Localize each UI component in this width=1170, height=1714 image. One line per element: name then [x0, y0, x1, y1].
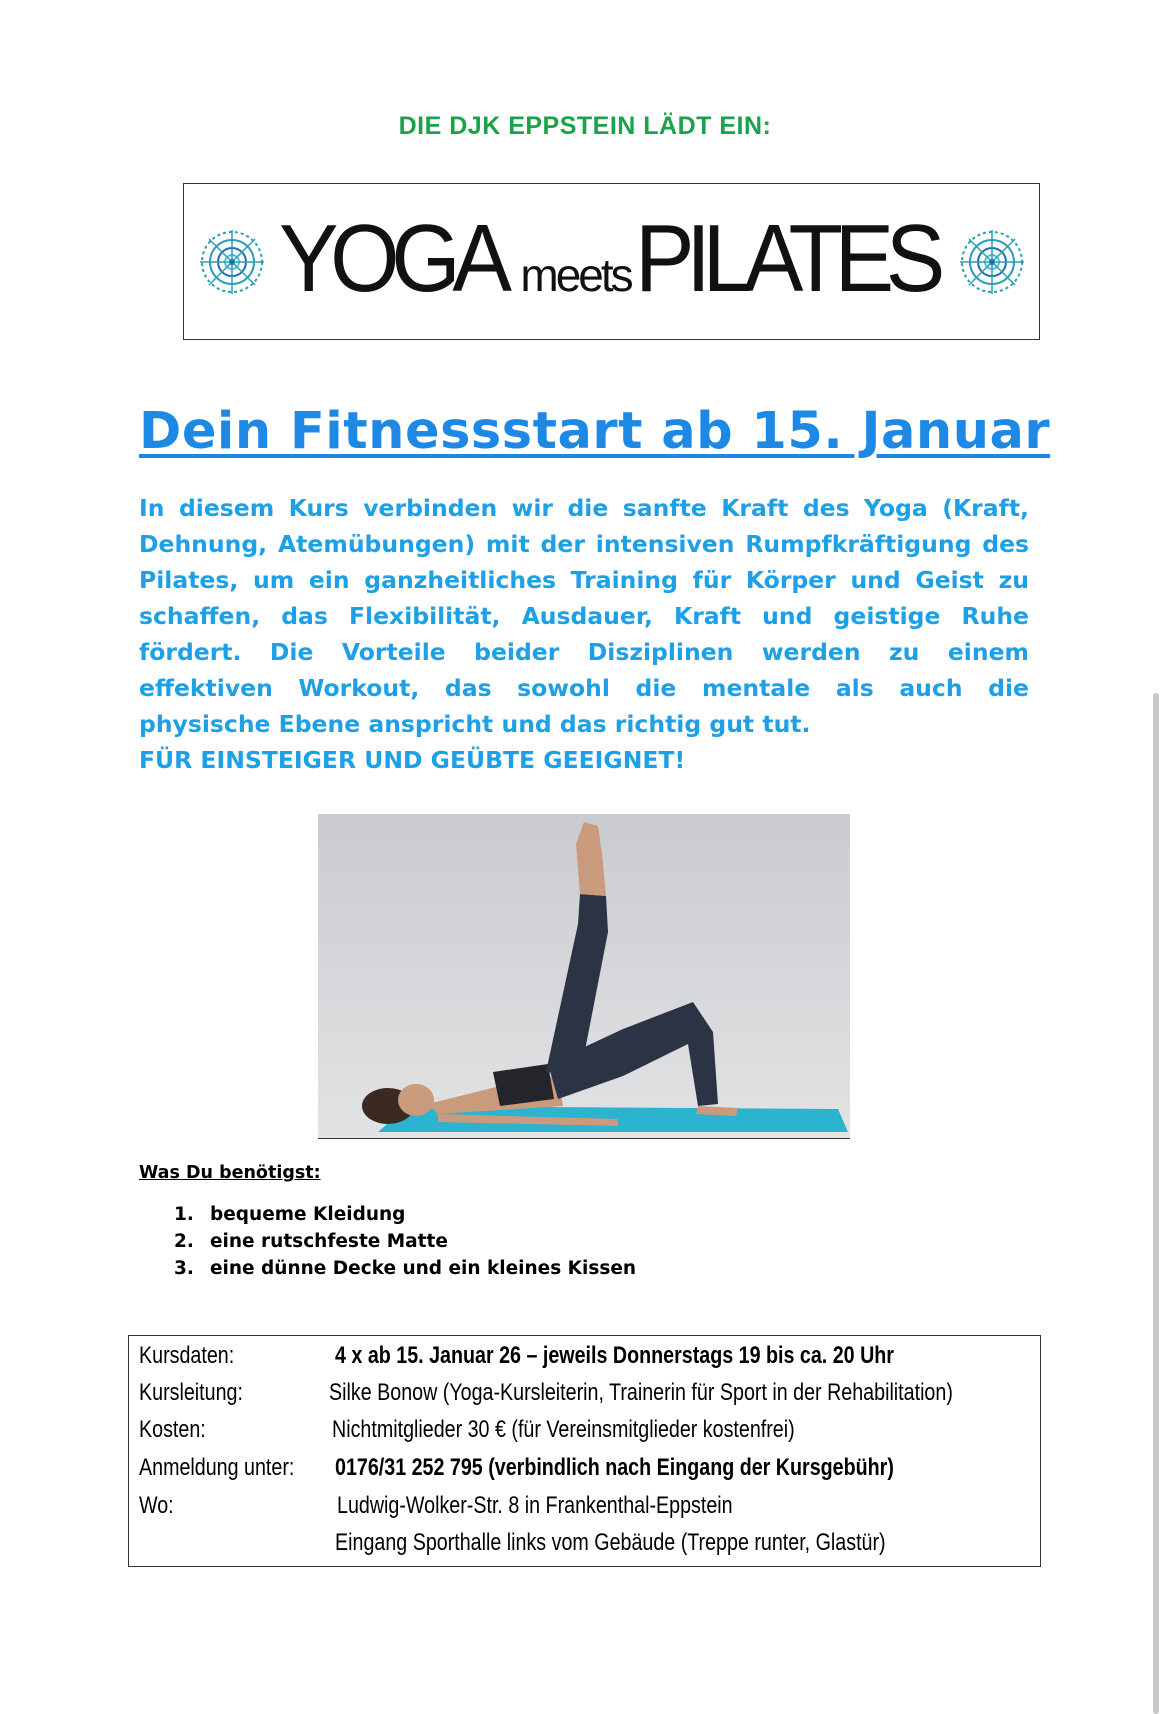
banner-word-yoga: YOGA	[279, 205, 504, 312]
banner-word-pilates: PILATES	[635, 205, 938, 312]
list-item: 1. bequeme Kleidung	[174, 1204, 406, 1225]
suitability-note: FÜR EINSTEIGER UND GEÜBTE GEEIGNET!	[139, 746, 686, 774]
intro-paragraph	[139, 490, 1029, 778]
page-headline: Dein Fitnessstart ab 15. Januar	[139, 402, 1051, 461]
banner-word-meets: meets	[520, 249, 631, 301]
needs-list	[174, 1201, 636, 1282]
list-item: 3. eine dünne Decke und ein kleines Kissen	[174, 1258, 637, 1279]
needs-title: Was Du benötigst:	[139, 1163, 321, 1183]
course-info-box: Kursdaten: 4 x ab 15. Januar 26 – jeweils Donnerstags 19 bis ca. 20 Uhr Kursleitung: Silke Bonow (Yoga-Kursleiterin, Trainerin für Sport in der Rehabilitation) Kosten: Nichtmitglieder 30 € (für Vereinsmitglieder kostenfrei) Anmeldung unter: 0176/31 252 795 (verbindlich nach Eingang der Kursgebühr) Wo: Ludwig-Wolker-Str. 8 in Frankenthal-Eppstein Eingang Sporthalle links vom Gebäude (Treppe runter, Glastür)	[128, 1335, 1041, 1567]
scrollbar[interactable]	[1153, 693, 1159, 1714]
mandala-icon	[959, 229, 1025, 295]
yoga-photo	[318, 814, 850, 1139]
list-item: 2. eine rutschfeste Matte	[174, 1231, 448, 1252]
title-banner	[183, 183, 1040, 340]
intro-text: In diesem Kurs verbinden wir die sanfte Kraft des Yoga (Kraft, Dehnung, Atemübungen) mit der intensiven Rumpfkräftigung des Pilates, um ein ganzheitliches Training für Körper und Geist zu schaffen, das Flexibilität, Ausdauer, Kraft und geistige Ruhe fördert. Die Vorteile beider Disziplinen werden zu einem effektiven Workout, das sowohl die mentale als auch die physische Ebene anspricht und das richtig gut tut.	[139, 494, 1029, 738]
invite-heading: DIE DJK EPPSTEIN LÄDT EIN:	[398, 112, 772, 140]
banner-title	[279, 204, 959, 314]
mandala-icon	[199, 229, 265, 295]
